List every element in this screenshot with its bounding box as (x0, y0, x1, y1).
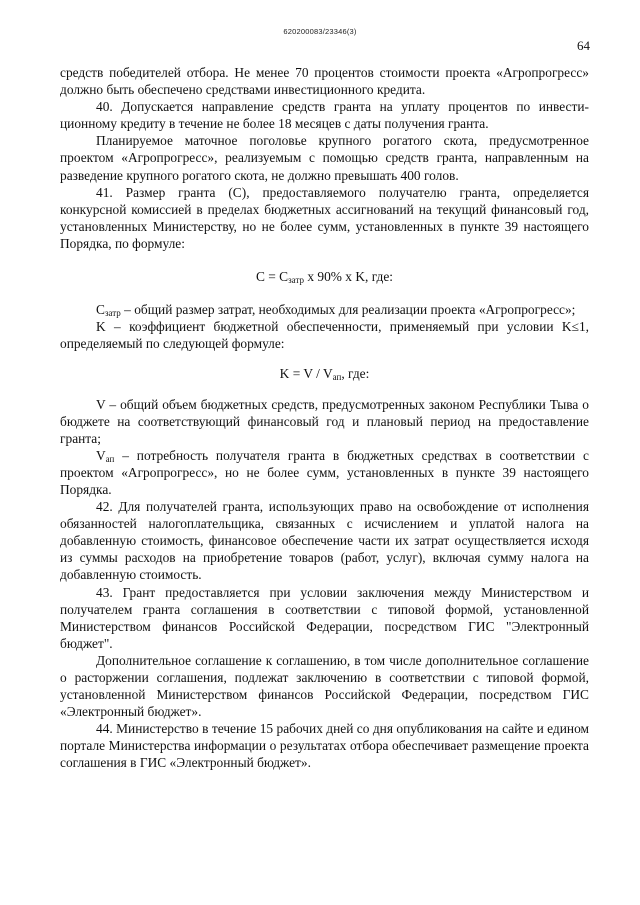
v-an-text: – потребность получателя гранта в бюджетных средствах в соответствии с проектом «Агропрогресс», но не более сумм, установленных в пункте 39 настоящего Порядка. (60, 447, 589, 497)
formula-k-tail: , где: (341, 366, 370, 382)
document-body (60, 64, 589, 772)
c-zatr-text: – общий размер затрат, необходимых для реализации проекта «Агропрогресс»; (120, 302, 576, 318)
page-number: 64 (577, 38, 590, 53)
formula-grant-lead: C = C (256, 269, 289, 285)
paragraph-continuation: средств победителей отбора. Не менее 70 процентов стоимости проекта «Агропрогресс» должно быть обеспечено средствами инвестиционного кредита. (60, 65, 589, 98)
paragraph-42: 42. Для получателей гранта, использующих право на освобождение от исполнения обязанностей налогоплательщика, связанных с исчислением и уплатой налога на добавленную стоимость, финансовое обеспечение части их затрат осуществляется исходя из суммы расходов на приобретение товаров (работ, услуг), включая сумму налога на добавленную стоимость. (60, 499, 589, 583)
formula-k (60, 365, 589, 382)
c-zatr-subscript: затр (104, 308, 121, 319)
formula-grant-subscript: затр (288, 275, 304, 286)
formula-grant-size (60, 268, 589, 285)
v-an-subscript: ап (105, 453, 115, 464)
definition-c-zatr (60, 301, 589, 318)
paragraph-41: 41. Размер гранта (С), предоставляемого получателю гранта, определяется конкурсной комиссией в пределах бюджетных ассигнований на текущий финансовый год, установленных Министерству, но не более сумм, установленных в пункте 39 настоящего Порядка, по формуле: (60, 184, 589, 251)
paragraph-43-additional: Дополнительное соглашение к соглашению, в том числе дополнительное соглашение о расторжении соглашения, подлежат заключению в соответствии с типовой формой, установленной Министерством финансов Российской Федерации, посредством ГИС «Электронный бюджет». (60, 652, 589, 720)
formula-k-subscript: ап (332, 372, 342, 383)
v-an-symbol: V (96, 447, 106, 463)
formula-k-lead: K = V / V (279, 366, 333, 382)
paragraph-40-livestock: Планируемое маточное поголовье крупного рогатого скота, предусмотренное проектом «Агропрогресс», реализуемым с помощью средств гранта, направленным на разведение крупного рогатого скота, не должно превышать 400 голов. (60, 133, 589, 183)
formula-grant-tail: x 90% x K, где: (304, 269, 393, 285)
c-zatr-symbol: C (96, 302, 105, 318)
paragraph-44: 44. Министерство в течение 15 рабочих дней со дня опубликования на сайте и едином портале Министерства информации о результатах отбора обеспечивает размещение проекта соглашения в ГИС «Электронный бюджет». (60, 721, 589, 771)
paragraph-40: 40. Допускается направление средств гранта на уплату процентов по инвестиционному кредиту в течение не более 18 месяцев с даты получения гранта. (60, 99, 589, 132)
paragraph-43: 43. Грант предоставляется при условии заключения между Министерством и получателем гранта соглашения в соответствии с типовой формой, установленной Министерством финансов Российской Федерации, посредством ГИС "Электронный бюджет". (60, 584, 589, 651)
document-id: 620200083/23346(3) (283, 27, 357, 36)
definition-v-an (60, 447, 589, 498)
definition-k: K – коэффициент бюджетной обеспеченности, применяемый при условии K≤1, определяемый по следующей формуле: (60, 319, 589, 352)
definition-v: V – общий объем бюджетных средств, предусмотренных законом Республики Тыва о бюджете на соответствующий финансовый год и плановый период на предоставление гранта; (60, 396, 589, 446)
